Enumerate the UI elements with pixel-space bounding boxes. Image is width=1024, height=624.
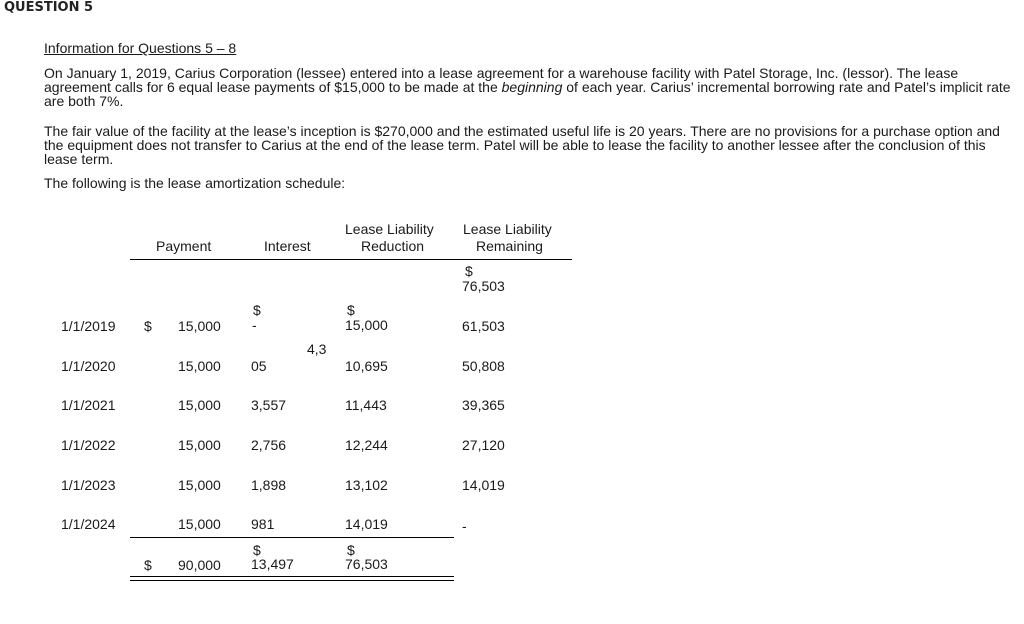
row-interest-2019: - — [252, 317, 257, 333]
row-remaining-2022: 27,120 — [462, 437, 505, 453]
header-payment: Payment — [156, 238, 212, 254]
row-payment-2021: 15,000 — [178, 397, 221, 413]
total-payment: 90,000 — [178, 557, 221, 573]
total-reduction: 76,503 — [345, 556, 388, 572]
row-date-2023: 1/1/2023 — [61, 477, 116, 493]
paragraph-lease-terms — [44, 66, 1019, 108]
row-date-2021: 1/1/2021 — [61, 397, 116, 413]
paragraph-lease-terms-start: On January 1, 2019, Carius Corporation (lessee) entered into a lease agreement for a warehouse facility with Patel Storage, Inc. (lessor). The lease agreement calls for 6 equal lease payments of $15,000 to be made at the — [44, 65, 959, 95]
row-interest-2020: 05 — [251, 358, 267, 374]
header-remaining-line1: Lease Liability — [463, 221, 552, 237]
total-reduction-symbol: $ — [347, 542, 355, 558]
header-reduction-line1: Lease Liability — [345, 221, 434, 237]
row-date-2022: 1/1/2022 — [61, 437, 116, 453]
row-date-2024: 1/1/2024 — [61, 516, 116, 532]
total-interest-symbol: $ — [253, 542, 261, 558]
row-date-2020: 1/1/2020 — [61, 358, 116, 374]
paragraph-fair-value: The fair value of the facility at the lease’s inception is $270,000 and the estimated useful life is 20 years. There are no provisions for a purchase option and the equipment does not transfer to Carius at the end of the lease term. Patel will be able to lease the facility to another lessee after the conclusion of this lease term. — [44, 123, 1000, 167]
totals-rule — [130, 537, 454, 538]
row-remaining-2023: 14,019 — [462, 477, 505, 493]
row-payment-2020: 15,000 — [178, 358, 221, 374]
totals-double-rule — [130, 576, 454, 581]
total-interest: 13,497 — [251, 556, 294, 572]
row-reduction-2019: 15,000 — [345, 317, 388, 333]
row-reduction-2022: 12,244 — [345, 437, 388, 453]
paragraph-lease-terms-end: of each year. Carius’ incremental borrowing rate and Patel’s implicit rate are both 7%. — [44, 79, 1011, 109]
row-remaining-2019: 61,503 — [462, 318, 505, 334]
total-payment-symbol: $ — [144, 557, 152, 573]
row-interest-symbol-2019: $ — [253, 302, 261, 318]
opening-balance-symbol: $ — [465, 263, 473, 279]
paragraph-schedule-intro: The following is the lease amortization schedule: — [44, 175, 346, 191]
question-title: QUESTION 5 — [4, 0, 94, 15]
row-interest-2022: 2,756 — [251, 437, 287, 453]
row-payment-2023: 15,000 — [178, 477, 221, 493]
row-date-2019: 1/1/2019 — [61, 318, 116, 334]
row-reduction-2023: 13,102 — [345, 477, 388, 493]
row-remaining-2024: - — [462, 518, 467, 534]
row-payment-2019: 15,000 — [178, 318, 221, 334]
row-reduction-2024: 14,019 — [345, 516, 388, 532]
row-reduction-2020: 10,695 — [345, 358, 388, 374]
row-remaining-2021: 39,365 — [462, 397, 505, 413]
row-reduction-symbol-2019: $ — [347, 302, 355, 318]
row-remaining-2020: 50,808 — [462, 358, 505, 374]
header-interest: Interest — [264, 238, 311, 254]
row-interest-2024: 981 — [251, 516, 275, 532]
row-payment-2022: 15,000 — [178, 437, 221, 453]
emphasis-beginning: beginning — [501, 79, 563, 95]
header-remaining-line2: Remaining — [476, 238, 543, 254]
row-reduction-2021: 11,443 — [345, 397, 387, 413]
info-heading: Information for Questions 5 – 8 — [44, 40, 237, 56]
row-interest-2023: 1,898 — [251, 477, 287, 493]
header-reduction-line2: Reduction — [361, 238, 425, 254]
header-rule — [130, 259, 572, 260]
row-payment-symbol-2019: $ — [144, 318, 152, 334]
opening-balance: 76,503 — [462, 278, 505, 294]
row-payment-2024: 15,000 — [178, 516, 221, 532]
row-interest-top-2020: 4,3 — [307, 341, 327, 357]
row-interest-2021: 3,557 — [251, 397, 287, 413]
